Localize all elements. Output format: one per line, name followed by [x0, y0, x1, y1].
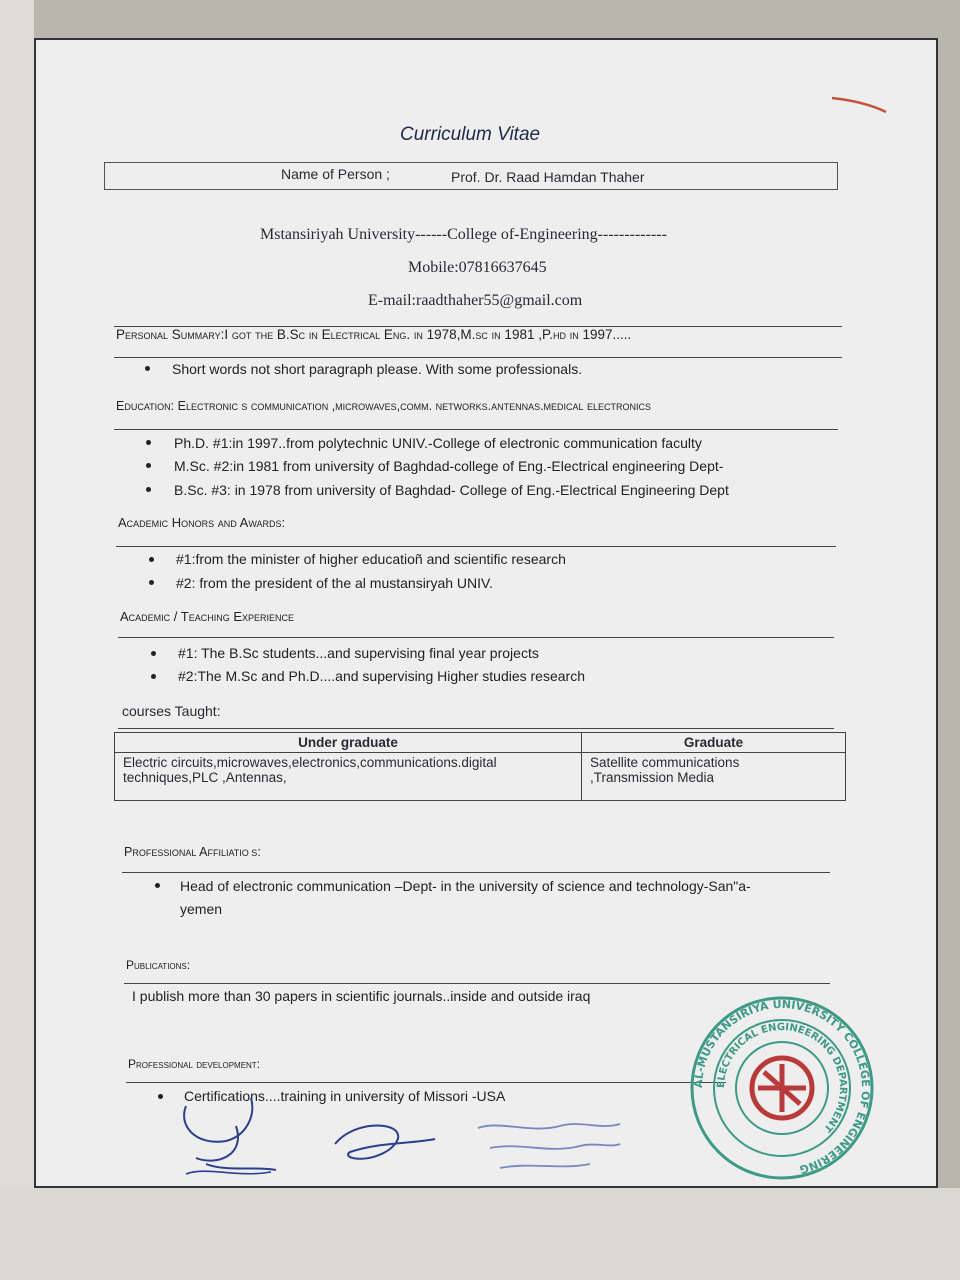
honors-item: #1:from the minister of higher educatioñ and scientific research: [176, 551, 566, 567]
bullet: [146, 440, 151, 445]
divider: [124, 983, 830, 984]
summary-note: Short words not short paragraph please. With some professionals.: [172, 361, 583, 377]
name-value: Prof. Dr. Raad Hamdan Thaher: [451, 169, 645, 185]
development-heading: Professional development:: [128, 1057, 261, 1071]
courses-undergrad-line: techniques,PLC ,Antennas,: [123, 770, 287, 785]
document-title: Curriculum Vitae: [400, 124, 541, 145]
honors-heading: Academic Honors and Awards:: [118, 515, 286, 530]
courses-cell-grad: [582, 753, 846, 801]
education-item: B.Sc. #3: in 1978 from university of Baghdad- College of Eng.-Electrical Engineering Dept: [174, 482, 729, 498]
mobile: Mobile:07816637645: [408, 259, 547, 276]
red-pen-mark: [830, 92, 890, 116]
affiliation-item-line: Head of electronic communication –Dept- in the university of science and technology-San"a-: [180, 878, 751, 894]
courses-header-grad: Graduate: [582, 733, 846, 753]
education-item: M.Sc. #2:in 1981 from university of Baghdad-college of Eng.-Electrical engineering Dept-: [174, 458, 724, 474]
signature-2: [330, 1114, 440, 1174]
background-surface: [0, 1188, 960, 1280]
courses-undergrad-line: Electric circuits,microwaves,electronics,communications.digital: [123, 755, 497, 770]
courses-grad-line: Satellite communications: [590, 755, 740, 770]
background-page-edge: [0, 0, 34, 1280]
divider: [122, 872, 830, 873]
education-heading: Education: Electronic s communication ,microwaves,comm. networks.antennas.medical electronics: [116, 399, 652, 413]
signature-1: [176, 1086, 296, 1182]
courses-grad-line: ,Transmission Media: [590, 770, 715, 785]
bullet: [158, 1094, 163, 1099]
bullet: [151, 651, 156, 656]
bullet: [149, 557, 154, 562]
courses-header-undergrad: Under graduate: [115, 733, 582, 753]
divider: [116, 546, 836, 547]
bullet: [145, 366, 150, 371]
signature-3: [470, 1108, 630, 1178]
email: E-mail:raadthaher55@gmail.com: [368, 292, 583, 309]
stamp-ring-text: AL-MUSTANSIRIYA UNIVERSITY COLLEGE OF ENGINEERING: [691, 997, 873, 1176]
name-box: [104, 162, 838, 190]
divider: [118, 637, 834, 638]
name-label: Name of Person ;: [281, 166, 390, 182]
affiliations-heading: Professional Affiliatio s:: [124, 845, 261, 859]
courses-table: [114, 732, 846, 801]
courses-heading: courses Taught:: [122, 703, 221, 719]
affiliation-item-line: yemen: [180, 901, 223, 917]
bullet: [146, 487, 151, 492]
honors-item: #2: from the president of the al mustansiryah UNIV.: [176, 575, 493, 591]
affiliation-line: Mstansiriyah University------College of-Engineering-------------: [260, 226, 667, 243]
bullet: [155, 883, 160, 888]
stamp-inner-text: ELECTRICAL ENGINEERING DEPARTMENT: [715, 1021, 849, 1134]
divider: [118, 728, 834, 729]
department-stamp: [688, 994, 876, 1182]
development-item: Certifications....training in university of Missori -USA: [184, 1088, 506, 1104]
courses-cell-undergrad: [115, 753, 582, 801]
bullet: [149, 580, 154, 585]
divider: [126, 1082, 726, 1083]
education-item: Ph.D. #1:in 1997..from polytechnic UNIV.-College of electronic communication faculty: [174, 435, 702, 451]
publications-text: I publish more than 30 papers in scientific journals..inside and outside iraq: [132, 988, 591, 1004]
teaching-item: #2:The M.Sc and Ph.D....and supervising Higher studies research: [178, 668, 585, 684]
divider: [114, 357, 842, 358]
bullet: [151, 674, 156, 679]
teaching-heading: Academic / Teaching Experience: [120, 609, 295, 624]
divider: [114, 429, 838, 430]
publications-heading: Publications:: [126, 958, 191, 972]
bullet: [146, 463, 151, 468]
personal-summary: Personal Summary:I got the B.Sc in Electrical Eng. in 1978,M.sc in 1981 ,P.hd in 1997.....: [116, 327, 632, 342]
teaching-item: #1: The B.Sc students...and supervising final year projects: [178, 645, 539, 661]
